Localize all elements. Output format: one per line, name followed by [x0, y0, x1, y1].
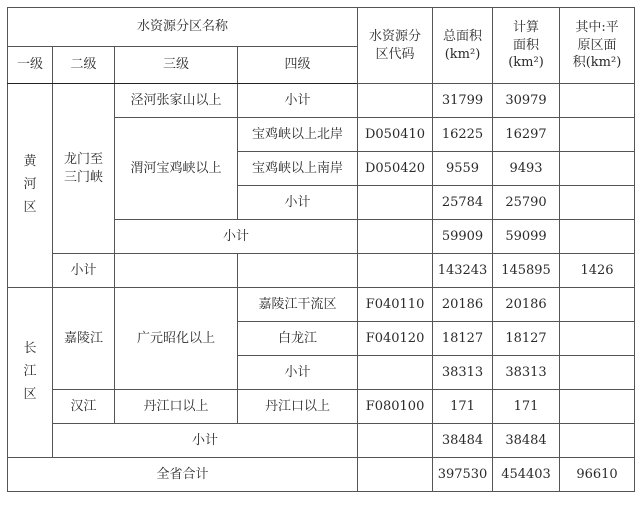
- total-area-cell: 397530: [433, 458, 493, 492]
- level3-cell: 泾河张家山以上: [115, 84, 238, 118]
- total-area-cell: 143243: [433, 254, 493, 288]
- header-plain-line1: 其中:平: [575, 20, 619, 36]
- header-calc-area: [493, 8, 560, 84]
- level1-yellow-river: [8, 84, 53, 288]
- plain-area-cell: [560, 390, 635, 424]
- subtotal-label: 小计: [115, 220, 358, 254]
- level4-cell: 小计: [238, 356, 358, 390]
- empty-cell: [238, 254, 358, 288]
- grand-total-label: 全省合计: [8, 458, 358, 492]
- header-name-group: 水资源分区名称: [8, 8, 358, 47]
- calc-area-cell: 25790: [493, 186, 560, 220]
- code-cell: [358, 254, 433, 288]
- level1-char: 河: [23, 177, 37, 193]
- level1-char: 长: [23, 341, 37, 357]
- calc-area-cell: 454403: [493, 458, 560, 492]
- code-cell: D050420: [358, 152, 433, 186]
- header-code: [358, 8, 433, 84]
- level3-cell: 丹江口以上: [115, 390, 238, 424]
- empty-cell: [115, 254, 238, 288]
- plain-area-cell: [560, 118, 635, 152]
- header-plain-area: [560, 8, 635, 84]
- header-level2: 二级: [53, 47, 115, 84]
- total-area-cell: 171: [433, 390, 493, 424]
- total-area-cell: 38484: [433, 424, 493, 458]
- calc-area-cell: 171: [493, 390, 560, 424]
- plain-area-cell: [560, 322, 635, 356]
- table-row-subtotal: [8, 424, 635, 458]
- header-calc-line3: (km²): [508, 55, 544, 71]
- water-resource-zone-table: [7, 7, 635, 492]
- calc-area-cell: 16297: [493, 118, 560, 152]
- table-row: [8, 390, 635, 424]
- header-row-1: [8, 8, 635, 47]
- level2-line: 三门峡: [63, 169, 103, 185]
- level4-cell: 宝鸡峡以上南岸: [238, 152, 358, 186]
- calc-area-cell: 30979: [493, 84, 560, 118]
- calc-area-cell: 38313: [493, 356, 560, 390]
- total-area-cell: 38313: [433, 356, 493, 390]
- header-level3: 三级: [115, 47, 238, 84]
- plain-area-cell: [560, 288, 635, 322]
- level3-cell: 广元昭化以上: [115, 288, 238, 390]
- code-cell: [358, 220, 433, 254]
- code-cell: [358, 424, 433, 458]
- calc-area-cell: 145895: [493, 254, 560, 288]
- plain-area-cell: [560, 152, 635, 186]
- plain-area-cell: 1426: [560, 254, 635, 288]
- header-level1: 一级: [8, 47, 53, 84]
- level2-hanjiang: 汉江: [53, 390, 115, 424]
- calc-area-cell: 18127: [493, 322, 560, 356]
- total-area-cell: 31799: [433, 84, 493, 118]
- table-row-subtotal: [8, 254, 635, 288]
- table-row: [8, 288, 635, 322]
- level4-cell: 小计: [238, 84, 358, 118]
- level4-cell: 嘉陵江干流区: [238, 288, 358, 322]
- code-cell: [358, 186, 433, 220]
- total-area-cell: 25784: [433, 186, 493, 220]
- code-cell: [358, 458, 433, 492]
- header-total-line2: (km²): [444, 46, 481, 62]
- plain-area-cell: [560, 356, 635, 390]
- table-row-grand-total: [8, 458, 635, 492]
- level4-cell: 宝鸡峡以上北岸: [238, 118, 358, 152]
- header-calc-line1: 计算: [513, 20, 540, 36]
- calc-area-cell: 38484: [493, 424, 560, 458]
- total-area-cell: 16225: [433, 118, 493, 152]
- table-wrapper: [7, 7, 635, 492]
- level2-line: 龙门至: [63, 151, 103, 167]
- table-row: [8, 84, 635, 118]
- level1-char: 区: [23, 199, 37, 215]
- plain-area-cell: [560, 220, 635, 254]
- header-plain-line2: 原区面: [577, 37, 617, 53]
- plain-area-cell: [560, 186, 635, 220]
- total-area-cell: 9559: [433, 152, 493, 186]
- code-cell: F040120: [358, 322, 433, 356]
- code-cell: F040110: [358, 288, 433, 322]
- header-total-area: [433, 8, 493, 84]
- level4-cell: 小计: [238, 186, 358, 220]
- header-level4: 四级: [238, 47, 358, 84]
- header-plain-line3: 积(km²): [572, 55, 622, 71]
- level2-longmen-sanmenxia: [53, 84, 115, 254]
- level2-jialing-river: 嘉陵江: [53, 288, 115, 390]
- total-area-cell: 59909: [433, 220, 493, 254]
- level1-yangtze-river: [8, 288, 53, 458]
- level3-cell: 渭河宝鸡峡以上: [115, 118, 238, 220]
- plain-area-cell: 96610: [560, 458, 635, 492]
- header-code-line2: 区代码: [375, 46, 415, 62]
- plain-area-cell: [560, 84, 635, 118]
- header-code-line1: 水资源分: [369, 28, 422, 44]
- calc-area-cell: 20186: [493, 288, 560, 322]
- level4-cell: 丹江口以上: [238, 390, 358, 424]
- code-cell: [358, 84, 433, 118]
- subtotal-label: 小计: [53, 424, 358, 458]
- code-cell: D050410: [358, 118, 433, 152]
- level1-char: 江: [23, 364, 37, 380]
- calc-area-cell: 59099: [493, 220, 560, 254]
- calc-area-cell: 9493: [493, 152, 560, 186]
- header-total-line1: 总面积: [443, 28, 483, 44]
- level4-cell: 白龙江: [238, 322, 358, 356]
- level1-char: 区: [23, 386, 37, 402]
- code-cell: F080100: [358, 390, 433, 424]
- total-area-cell: 18127: [433, 322, 493, 356]
- code-cell: [358, 356, 433, 390]
- plain-area-cell: [560, 424, 635, 458]
- total-area-cell: 20186: [433, 288, 493, 322]
- level1-char: 黄: [23, 154, 37, 170]
- header-calc-line2: 面积: [513, 37, 540, 53]
- subtotal-label: 小计: [53, 254, 115, 288]
